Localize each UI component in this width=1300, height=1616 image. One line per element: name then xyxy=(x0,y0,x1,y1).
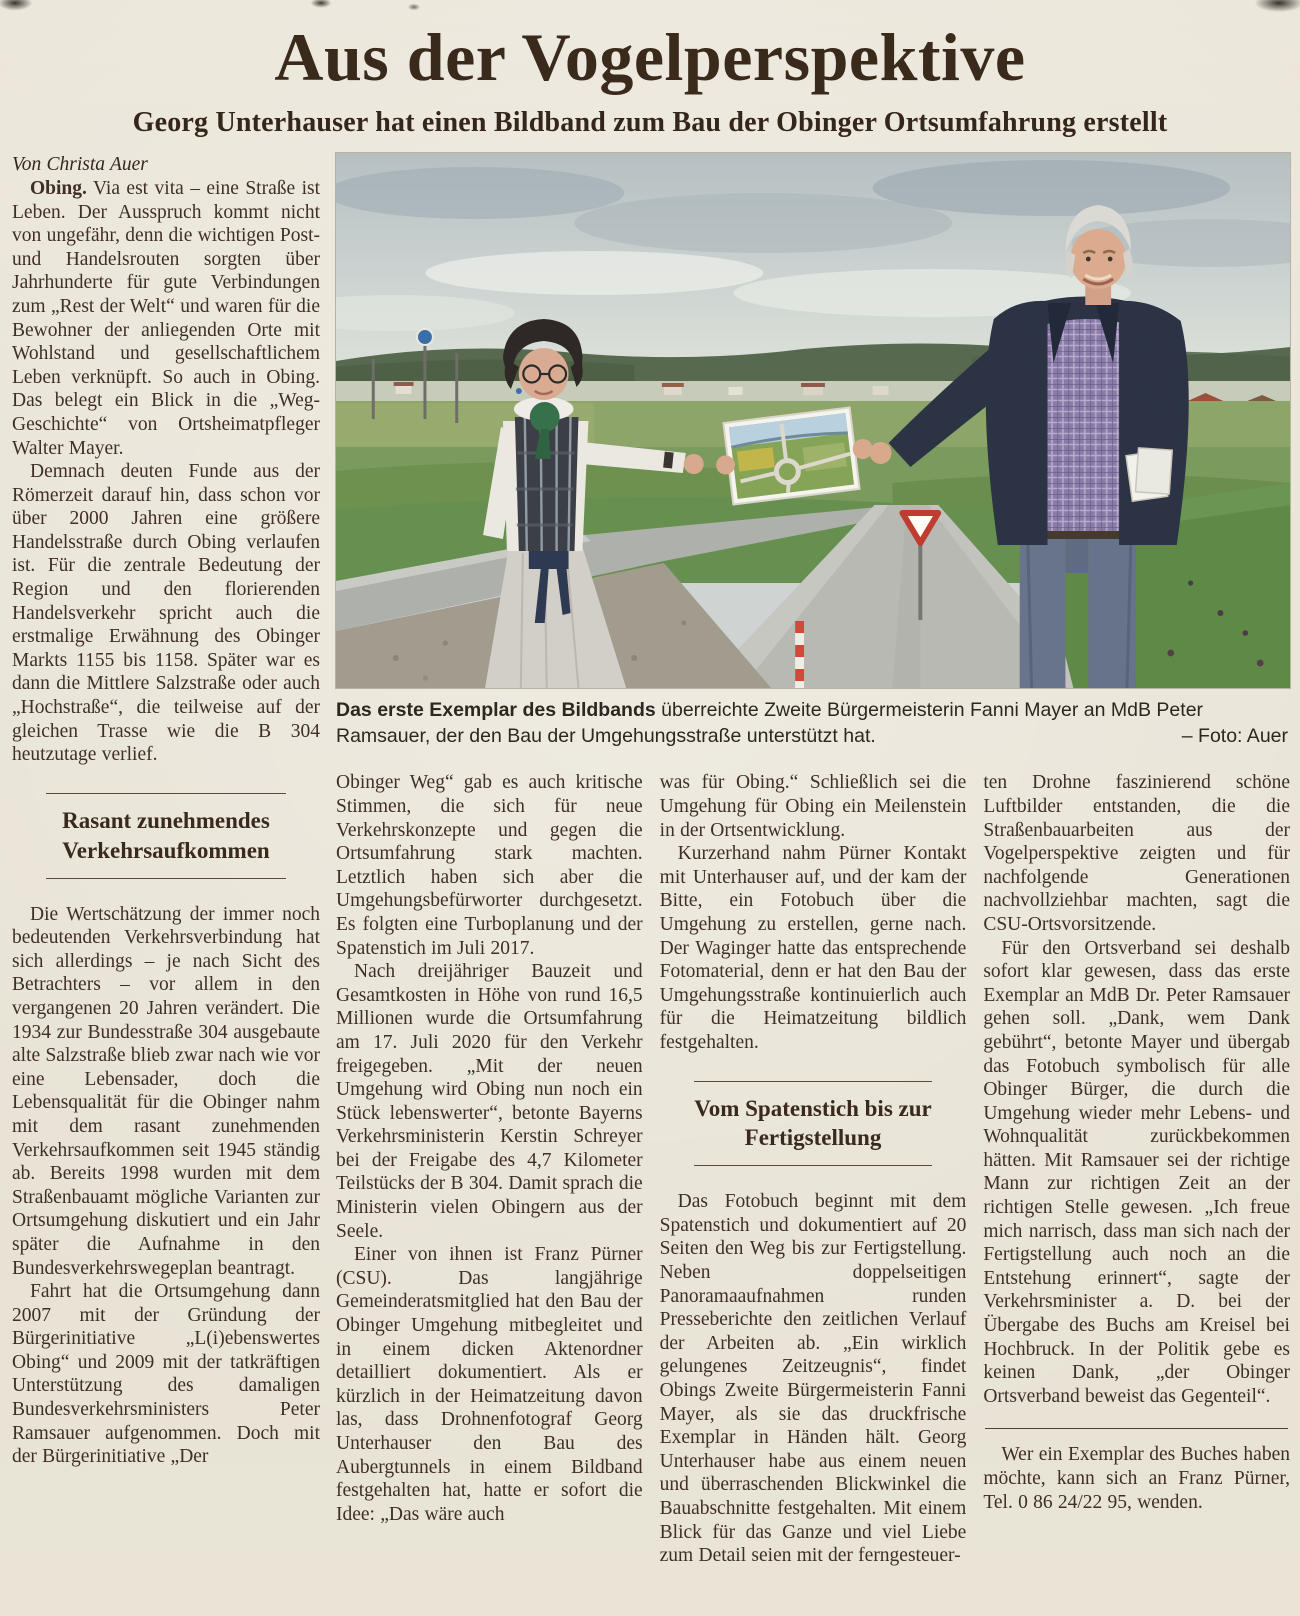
contact-note: Wer ein Exemplar des Buches haben möchte, kann sich an Franz Pürner, Tel. 0 86 24/22 95, wenden. xyxy=(983,1444,1290,1513)
column-3 xyxy=(660,771,967,1567)
heading-rule-bottom xyxy=(694,1165,933,1166)
lead-in-location: Obing. xyxy=(30,177,87,199)
section-heading-2: Vom Spatenstich bis zur Fertigstellung xyxy=(694,1095,932,1151)
heading-rule-top xyxy=(46,793,286,794)
col3-paragraph-1: was für Obing.“ Schließlich sei die Umgehung für Obing ein Meilenstein in der Ortsentwicklung. xyxy=(659,772,967,841)
heading-rule-top xyxy=(694,1081,933,1082)
col2-paragraph-1: Obinger Weg“ gab es auch kritische Stimmen, die sich für neue Verkehrskonzepte und gegen die Ortsumfahrung stark machten. Letztlich haben sich aber die Umgehungsbefürworter durchgesetzt. Es folgten eine Turboplanung und der Spatenstich im Juli 2017. xyxy=(336,772,643,959)
col2-paragraph-2: Nach dreijähriger Bauzeit und Gesamtkosten in Höhe von rund 16,5 Millionen wurde die Ortsumfahrung am 17. Juli 2020 für den Verkehr freigegeben. „Mit der neuen Umgehung wird Obing nun noch ein Stück lebenswerter“, betonte Bayerns Verkehrsministerin Kerstin Schreyer bei der Freigabe des 4,7 Kilometer Teilstücks der B 304. Damit sprach die Ministerin vielen Obingern aus der Seele. xyxy=(336,961,643,1242)
photo-wrap xyxy=(336,153,1290,749)
col1-paragraph-2: Demnach deuten Funde aus der Römerzeit darauf hin, dass schon vor über 2000 Jahren eine größere Handelsstraße durch Obing verlaufen ist. Für die zentrale Bedeutung der Region und den florierenden Handelsverkehr spricht auch die erstmalige Erwähnung des Obinger Markts 1155 bis 1158. Später war es dann die Mittlere Salzstraße oder auch „Hochstraße“, die teilweise auf der gleichen Trasse wie die B 304 heutzutage verlief. xyxy=(12,461,320,766)
section-heading-block-2 xyxy=(688,1081,939,1167)
woman-hand xyxy=(716,456,735,475)
striped-post xyxy=(795,621,804,688)
col1-paragraph-4: Fahrt hat die Ortsumgehung dann 2007 mit der Gründung der Bürgerinitiative „L(i)ebenswertes Obing“ und 2009 mit der tatkräftigen Unterstützung des damaligen Bundesverkehrsministers Peter Ramsauer aufgenommen. Doch mit der Bürgerinitiative „Der xyxy=(12,1281,320,1468)
col4-paragraph-2: Für den Ortsverband sei deshalb sofort klar gewesen, dass das erste Exemplar an MdB Dr. Peter Ramsauer gehen soll. „Dank, wem Dank gebührt“, betonte Mayer und übergab das Fotobuch symbolisch für alle Obinger Bürger, die durch die Umgehung wieder mehr Lebens- und Wohnqualität zurückbekommen hätten. Mit Ramsauer sei der richtige Mann zur richtigen Zeit an der richtigen Stelle gewesen. „Ich freue mich narrisch, dass man sich nach der Fertigstellung auch noch an die Entstehung erinnert“, sagte der Verkehrsminister a. D. bei der Übergabe des Buchs am Kreisel bei Hochbruck. In der Politik gebe es keinen Dank, „der Obinger Ortsverband beweist das Gegenteil“. xyxy=(983,937,1290,1407)
col3-paragraph-2: Kurzerhand nahm Pürner Kontakt mit Unterhauser auf, und der kam der Bitte, ein Fotobuch über die Umgehung zu erstellen, gerne nach. Der Waginger hatte das entsprechende Fotomaterial, denn er hat den Bau der Umgehungsstraße kontinuierlich auch für die Heimatzeitung bildlich festgehalten. xyxy=(659,843,967,1053)
caption-bold: Das erste Exemplar des Bildbands xyxy=(336,699,656,722)
man-hand xyxy=(853,439,873,459)
column-2 xyxy=(336,771,643,1567)
note-divider xyxy=(985,1428,1288,1429)
page-title: Aus der Vogelperspektive xyxy=(274,19,1026,95)
col1-paragraph-3: Die Wertschätzung der immer noch bedeutenden Verkehrsverbindung hat sich allerdings – je nach Sicht des Betrachters – vor allem in den vergangenen 20 Jahren verändert. Die 1934 zur Bundesstraße 304 ausgebaute alte Salzstraße blieb zwar nach wie vor eine Lebensader, doch die Lebensqualität für die Obinger nahm mit dem rasant zunehmenden Verkehrsaufkommen seit 1945 ständig ab. Bereits 1998 wurden mit dem Straßenbauamt mögliche Varianten zur Ortsumgehung diskutiert und ein Jahr später die Aufnahme in den Bundesverkehrswegeplan beantragt. xyxy=(12,903,320,1279)
article-header xyxy=(0,0,1300,149)
lower-columns xyxy=(336,771,1290,1567)
col4-paragraph-1: ten Drohne faszinierend schöne Luftbilder entstanden, die die Straßenbauarbeiten aus der Vogelperspektive zeigten und für nachfolgende Generationen nachvollziehbar machten, sagt die CSU-Ortsvorsitzende. xyxy=(983,772,1290,935)
column-4 xyxy=(983,771,1290,1567)
byline: Von Christa Auer xyxy=(12,154,148,176)
article-photo xyxy=(336,153,1290,688)
page-subtitle: Georg Unterhauser hat einen Bildband zum Bau der Obinger Ortsumfahrung erstellt xyxy=(132,107,1168,139)
col2-paragraph-3: Einer von ihnen ist Franz Pürner (CSU). Das langjährige Gemeinderatsmitglied hat den Bau der Obinger Umgehung mitbegleitet und in einem dicken Aktenordner detailliert dokumentiert. Als er kürzlich in der Heimatzeitung davon las, dass Drohnenfotograf Georg Unterhauser den Bau des Aubergtunnels in einem Bildband festgehalten hat, hatte er sofort die Idee: „Das wäre auch xyxy=(336,1244,643,1525)
article-content xyxy=(0,149,1300,1567)
column-1 xyxy=(12,153,320,1567)
right-area xyxy=(336,153,1290,1567)
caption-credit: – Foto: Auer xyxy=(1181,725,1288,748)
photo-caption xyxy=(336,697,1290,749)
heading-rule-bottom xyxy=(46,878,286,879)
photo-book xyxy=(723,408,859,505)
caption-text: überreichte Zweite Bürgermeisterin Fanni Mayer an MdB Peter Ramsauer, der den Bau der Umgehungsstraße unterstützt hat. xyxy=(336,699,1204,748)
section-heading-1: Rasant zunehmendes Verkehrsaufkommen xyxy=(62,807,270,863)
col1-paragraph-1-text: Via est vita – eine Straße ist Leben. Der Ausspruch kommt nicht von ungefähr, denn die wichtigen Post- und Handelsrouten sorgten über Jahrhunderte für gute Verbindungen zum „Rest der Welt“ und waren für die Bewohner der anliegenden Orte mit Wohlstand und gesellschaftlichem Leben verknüpft. So auch in Obing. Das belegt ein Blick in die „Weg-Geschichte“ von Ortsheimatpfleger Walter Mayer. xyxy=(12,177,320,459)
col1-paragraph-1 xyxy=(12,177,320,460)
section-heading-block-1 xyxy=(40,793,292,879)
col3-paragraph-3: Das Fotobuch beginnt mit dem Spatenstich und dokumentiert auf 20 Seiten den Weg bis zur Fertigstellung. Neben doppelseitigen Panoramaaufnahmen runden Presseberichte den zeitlichen Verlauf der Arbeiten ab. „Ein wirklich gelungenes Zeitzeugnis“, findet Obings Zweite Bürgermeisterin Fanni Mayer, als sie das druckfrische Exemplar in Händen hält. Georg Unterhauser habe aus einem neuen und überraschenden Blickwinkel die Bauabschnitte festgehalten. Mit einem Blick für das Ganze und viel Liebe zum Detail seien mit der ferngesteuer- xyxy=(659,1191,967,1567)
